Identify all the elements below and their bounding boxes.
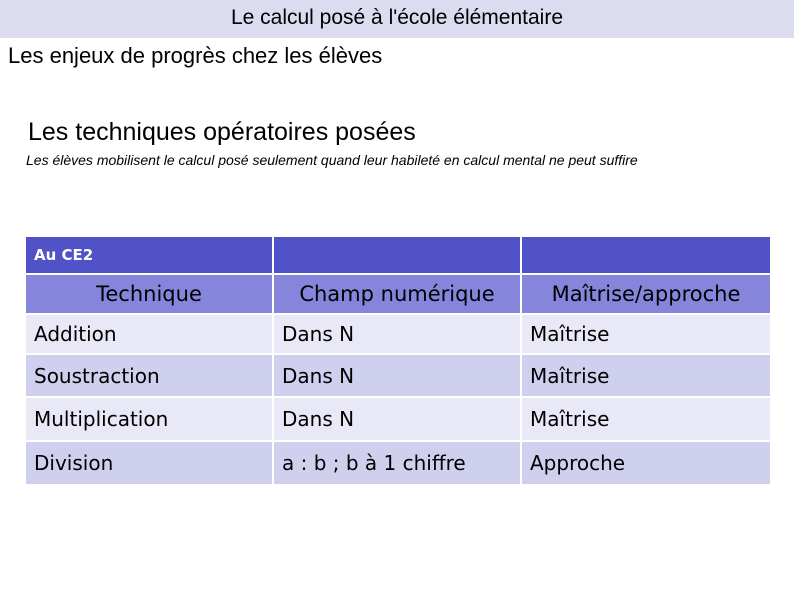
table-cell: Dans N	[273, 354, 521, 397]
table-cell: Division	[25, 441, 273, 485]
column-header-maitrise: Maîtrise/approche	[521, 274, 771, 314]
table-row	[25, 354, 771, 397]
table-cell: Addition	[25, 314, 273, 354]
table-row	[25, 397, 771, 441]
table-cell: Maîtrise	[521, 314, 771, 354]
table-header-row	[25, 274, 771, 314]
section-title: Les techniques opératoires posées	[28, 118, 416, 146]
caption-cell	[273, 236, 521, 274]
table-caption-row	[25, 236, 771, 274]
section-note: Les élèves mobilisent le calcul posé seulement quand leur habileté en calcul mental ne peut suffire	[26, 152, 638, 168]
page-subtitle: Les enjeux de progrès chez les élèves	[8, 43, 383, 68]
table-cell: Multiplication	[25, 397, 273, 441]
column-header-champ: Champ numérique	[273, 274, 521, 314]
table-cell: Maîtrise	[521, 354, 771, 397]
column-header-technique: Technique	[25, 274, 273, 314]
table-cell: Dans N	[273, 397, 521, 441]
table-cell: Soustraction	[25, 354, 273, 397]
table-cell: Approche	[521, 441, 771, 485]
table-row	[25, 441, 771, 485]
page-title: Le calcul posé à l'école élémentaire	[230, 6, 564, 29]
table-cell: Maîtrise	[521, 397, 771, 441]
table-cell: a : b ; b à 1 chiffre	[273, 441, 521, 485]
caption-cell	[521, 236, 771, 274]
operations-table	[24, 235, 772, 486]
caption-cell: Au CE2	[25, 236, 273, 274]
table-row	[25, 314, 771, 354]
table-cell: Dans N	[273, 314, 521, 354]
